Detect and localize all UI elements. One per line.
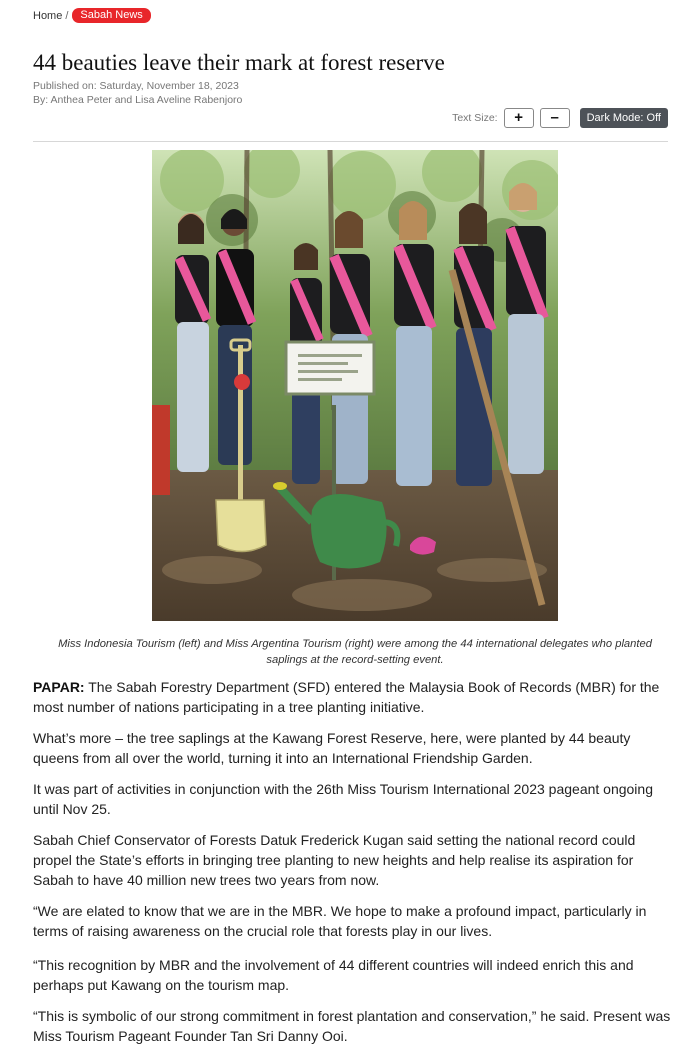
publish-date: Published on: Saturday, November 18, 2023: [33, 80, 239, 92]
increase-text-size-button[interactable]: +: [504, 108, 534, 128]
body-paragraph: It was part of activities in conjunction with the 26th Miss Tourism International 2023 pageant ongoing until Nov 25.: [33, 781, 653, 817]
article-photo: [152, 150, 558, 621]
forest-tree-planting-image: [152, 150, 558, 621]
photo-caption: Miss Indonesia Tourism (left) and Miss Argentina Tourism (right) were among the 44 international delegates who planted saplings at the record-setting event.: [58, 638, 652, 666]
article-body: [33, 677, 673, 1057]
article-title: 44 beauties leave their mark at forest reserve: [33, 50, 445, 75]
section-badge-link[interactable]: Sabah News: [72, 8, 150, 23]
body-paragraph: “We are elated to know that we are in the MBR. We hope to make a profound impact, particularly in terms of raising awareness on the crucial role that forests play in our lives.: [33, 903, 647, 939]
breadcrumb: [33, 8, 151, 23]
breadcrumb-home-link[interactable]: Home: [33, 9, 63, 22]
header-divider: [33, 141, 668, 142]
lead-paragraph: [33, 677, 673, 717]
decrease-text-size-button[interactable]: –: [540, 108, 570, 128]
lead-text: The Sabah Forestry Department (SFD) entered the Malaysia Book of Records (MBR) for the most number of nations participating in a tree planting initiative.: [33, 679, 660, 715]
byline: By: Anthea Peter and Lisa Aveline Rabenjoro: [33, 94, 243, 106]
body-paragraph: “This is symbolic of our strong commitment in forest plantation and conservation,” he said. Present was Miss Tourism Pageant Founder Tan Sri Danny Ooi.: [33, 1008, 671, 1044]
dark-mode-toggle[interactable]: Dark Mode: Off: [580, 108, 668, 128]
body-paragraph: What’s more – the tree saplings at the Kawang Forest Reserve, here, were planted by 44 beauty queens from all over the world, turning it into an International Friendship Garden.: [33, 730, 631, 766]
dateline: PAPAR:: [33, 679, 85, 695]
body-paragraph: “This recognition by MBR and the involvement of 44 different countries will indeed enrich this and perhaps put Kawang on the tourism map.: [33, 957, 634, 993]
text-size-label: Text Size:: [452, 112, 498, 124]
reader-controls: [452, 108, 668, 128]
breadcrumb-separator: /: [65, 9, 69, 22]
body-paragraph: Sabah Chief Conservator of Forests Datuk Frederick Kugan said setting the national record could propel the State’s efforts in bringing tree planting to new heights and help realise its aspiration for Sabah to have 40 million new trees two years from now.: [33, 832, 636, 888]
